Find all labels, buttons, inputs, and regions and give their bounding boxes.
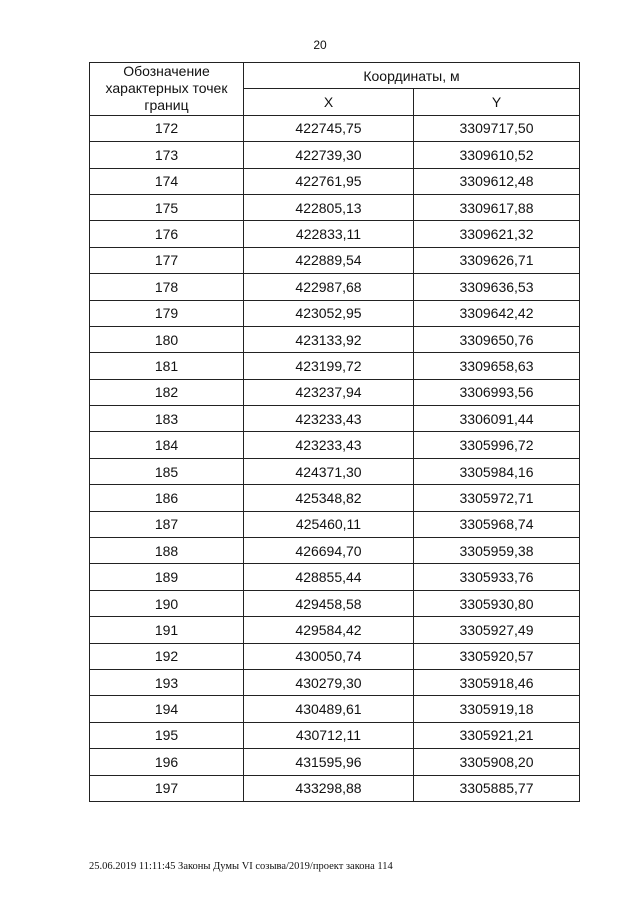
point-number-cell: 189 bbox=[90, 564, 244, 590]
y-cell: 3306993,56 bbox=[414, 379, 580, 405]
table-row bbox=[90, 722, 580, 748]
page-number: 20 bbox=[313, 38, 327, 52]
point-number-cell: 188 bbox=[90, 538, 244, 564]
x-cell: 433298,88 bbox=[244, 775, 414, 801]
x-cell: 422889,54 bbox=[244, 247, 414, 273]
table-row bbox=[90, 617, 580, 643]
table-row bbox=[90, 168, 580, 194]
table-row bbox=[90, 696, 580, 722]
coordinates-table bbox=[89, 62, 580, 802]
point-number-cell: 177 bbox=[90, 247, 244, 273]
x-cell: 422833,11 bbox=[244, 221, 414, 247]
y-cell: 3305885,77 bbox=[414, 775, 580, 801]
y-cell: 3309658,63 bbox=[414, 353, 580, 379]
x-cell: 429458,58 bbox=[244, 590, 414, 616]
table-row bbox=[90, 511, 580, 537]
point-number-cell: 175 bbox=[90, 194, 244, 220]
table-row bbox=[90, 221, 580, 247]
x-cell: 422761,95 bbox=[244, 168, 414, 194]
x-cell: 423233,43 bbox=[244, 432, 414, 458]
x-cell: 422745,75 bbox=[244, 115, 414, 141]
x-cell: 423133,92 bbox=[244, 326, 414, 352]
footer-stamp: 25.06.2019 11:11:45 Законы Думы VI созыва/2019/проект закона 114 bbox=[89, 861, 393, 872]
x-cell: 422987,68 bbox=[244, 274, 414, 300]
table-row bbox=[90, 353, 580, 379]
x-header: X bbox=[244, 89, 414, 115]
x-cell: 424371,30 bbox=[244, 458, 414, 484]
table-row bbox=[90, 142, 580, 168]
table-row bbox=[90, 749, 580, 775]
y-cell: 3309610,52 bbox=[414, 142, 580, 168]
point-number-cell: 196 bbox=[90, 749, 244, 775]
point-number-cell: 186 bbox=[90, 485, 244, 511]
table-row bbox=[90, 485, 580, 511]
y-cell: 3305919,18 bbox=[414, 696, 580, 722]
y-cell: 3305968,74 bbox=[414, 511, 580, 537]
y-cell: 3306091,44 bbox=[414, 406, 580, 432]
y-cell: 3305996,72 bbox=[414, 432, 580, 458]
point-number-cell: 197 bbox=[90, 775, 244, 801]
table-row bbox=[90, 643, 580, 669]
x-cell: 430279,30 bbox=[244, 669, 414, 695]
y-cell: 3305918,46 bbox=[414, 669, 580, 695]
table-row bbox=[90, 326, 580, 352]
table-row bbox=[90, 590, 580, 616]
y-cell: 3309626,71 bbox=[414, 247, 580, 273]
table-row bbox=[90, 406, 580, 432]
table-row bbox=[90, 432, 580, 458]
point-number-cell: 182 bbox=[90, 379, 244, 405]
x-cell: 423233,43 bbox=[244, 406, 414, 432]
table-row bbox=[90, 538, 580, 564]
y-cell: 3305984,16 bbox=[414, 458, 580, 484]
point-number-cell: 195 bbox=[90, 722, 244, 748]
y-cell: 3305927,49 bbox=[414, 617, 580, 643]
y-cell: 3309650,76 bbox=[414, 326, 580, 352]
x-cell: 429584,42 bbox=[244, 617, 414, 643]
x-cell: 425460,11 bbox=[244, 511, 414, 537]
table-row bbox=[90, 247, 580, 273]
point-number-cell: 185 bbox=[90, 458, 244, 484]
x-cell: 423237,94 bbox=[244, 379, 414, 405]
y-cell: 3305933,76 bbox=[414, 564, 580, 590]
x-cell: 425348,82 bbox=[244, 485, 414, 511]
point-number-cell: 194 bbox=[90, 696, 244, 722]
point-number-cell: 181 bbox=[90, 353, 244, 379]
point-number-cell: 174 bbox=[90, 168, 244, 194]
point-number-cell: 180 bbox=[90, 326, 244, 352]
point-number-cell: 183 bbox=[90, 406, 244, 432]
x-cell: 423199,72 bbox=[244, 353, 414, 379]
x-cell: 422805,13 bbox=[244, 194, 414, 220]
x-cell: 430712,11 bbox=[244, 722, 414, 748]
point-number-cell: 193 bbox=[90, 669, 244, 695]
designation-header: Обозначение характерных точек границ bbox=[90, 63, 244, 116]
point-number-cell: 187 bbox=[90, 511, 244, 537]
y-cell: 3305959,38 bbox=[414, 538, 580, 564]
x-cell: 428855,44 bbox=[244, 564, 414, 590]
table-row bbox=[90, 115, 580, 141]
y-cell: 3305930,80 bbox=[414, 590, 580, 616]
y-cell: 3305908,20 bbox=[414, 749, 580, 775]
y-cell: 3305921,21 bbox=[414, 722, 580, 748]
table-row bbox=[90, 194, 580, 220]
table-body bbox=[90, 115, 580, 801]
y-cell: 3309636,53 bbox=[414, 274, 580, 300]
point-number-cell: 192 bbox=[90, 643, 244, 669]
y-cell: 3309717,50 bbox=[414, 115, 580, 141]
table-row bbox=[90, 300, 580, 326]
table-row bbox=[90, 274, 580, 300]
x-cell: 422739,30 bbox=[244, 142, 414, 168]
x-cell: 426694,70 bbox=[244, 538, 414, 564]
y-cell: 3309642,42 bbox=[414, 300, 580, 326]
table-row bbox=[90, 775, 580, 801]
coordinates-header: Координаты, м bbox=[244, 63, 580, 89]
y-cell: 3309612,48 bbox=[414, 168, 580, 194]
point-number-cell: 173 bbox=[90, 142, 244, 168]
point-number-cell: 178 bbox=[90, 274, 244, 300]
x-cell: 430050,74 bbox=[244, 643, 414, 669]
table-row bbox=[90, 379, 580, 405]
y-cell: 3305920,57 bbox=[414, 643, 580, 669]
table-row bbox=[90, 458, 580, 484]
table-row bbox=[90, 564, 580, 590]
x-cell: 423052,95 bbox=[244, 300, 414, 326]
y-header: Y bbox=[414, 89, 580, 115]
point-number-cell: 191 bbox=[90, 617, 244, 643]
table-row bbox=[90, 669, 580, 695]
point-number-cell: 172 bbox=[90, 115, 244, 141]
point-number-cell: 176 bbox=[90, 221, 244, 247]
point-number-cell: 190 bbox=[90, 590, 244, 616]
x-cell: 430489,61 bbox=[244, 696, 414, 722]
y-cell: 3309617,88 bbox=[414, 194, 580, 220]
x-cell: 431595,96 bbox=[244, 749, 414, 775]
point-number-cell: 184 bbox=[90, 432, 244, 458]
y-cell: 3309621,32 bbox=[414, 221, 580, 247]
point-number-cell: 179 bbox=[90, 300, 244, 326]
y-cell: 3305972,71 bbox=[414, 485, 580, 511]
